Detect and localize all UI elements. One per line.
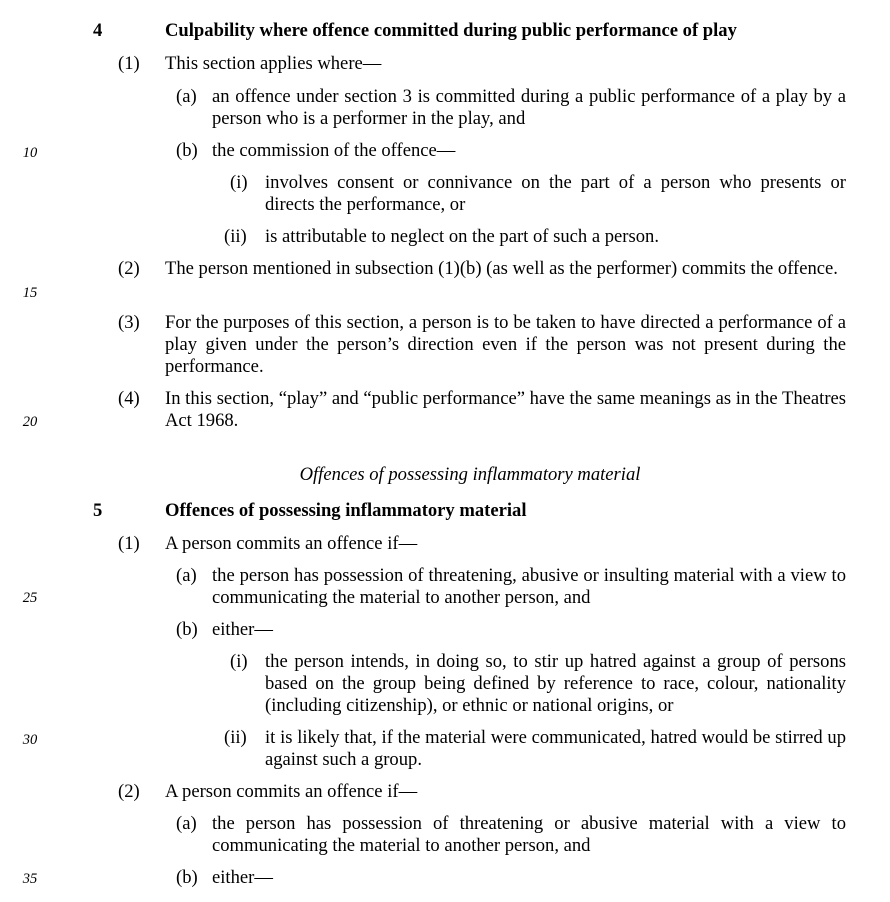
paragraph-text: an offence under section 3 is committed during a public performance of a play by a person who is a performer in the play, and — [212, 86, 846, 129]
subsection-label: (3) — [118, 312, 140, 333]
subparagraph-text: it is likely that, if the material were communicated, hatred would be stirred up against such a group. — [265, 727, 846, 770]
section-number: 5 — [93, 500, 103, 521]
section-heading: Culpability where offence committed during public performance of play — [165, 20, 737, 41]
paragraph-text: either— — [212, 619, 273, 640]
subparagraph-label: (ii) — [224, 727, 247, 748]
subsection-text: A person commits an offence if— — [165, 781, 418, 802]
cross-heading: Offences of possessing inflammatory material — [299, 464, 641, 485]
section-number: 4 — [93, 20, 103, 41]
paragraph-label: (a) — [176, 813, 197, 834]
subsection-label: (4) — [118, 388, 140, 409]
paragraph-text: the commission of the offence— — [212, 140, 456, 161]
line-number: 20 — [22, 414, 38, 430]
paragraph-label: (b) — [176, 140, 198, 161]
subsection-label: (2) — [118, 258, 140, 279]
subparagraph-label: (i) — [230, 172, 248, 193]
subsection-text: In this section, “play” and “public performance” have the same meanings as in the Theatres Act 1968. — [165, 388, 846, 431]
paragraph-label: (b) — [176, 867, 198, 888]
line-number: 30 — [22, 732, 38, 748]
paragraph-label: (a) — [176, 86, 197, 107]
line-number: 35 — [22, 871, 38, 887]
subsection-text: This section applies where— — [165, 53, 382, 74]
paragraph-text: either— — [212, 867, 273, 888]
subparagraph-label: (ii) — [224, 226, 247, 247]
subparagraph-label: (i) — [230, 651, 248, 672]
subsection-label: (1) — [118, 533, 140, 554]
subsection-label: (1) — [118, 53, 140, 74]
section-heading: Offences of possessing inflammatory material — [165, 500, 527, 521]
line-number: 25 — [22, 590, 38, 606]
subparagraph-text: the person intends, in doing so, to stir up hatred against a group of persons based on the group being defined by reference to race, colour, nationality (including citizenship), or ethnic or national origins, or — [265, 651, 846, 716]
subparagraph-text: is attributable to neglect on the part of such a person. — [265, 226, 659, 247]
subsection-label: (2) — [118, 781, 140, 802]
paragraph-label: (a) — [176, 565, 197, 586]
subsection-text: For the purposes of this section, a person is to be taken to have directed a performance of a play given under the person’s direction even if the person was not present during the performance. — [165, 312, 846, 377]
subsection-text: A person commits an offence if— — [165, 533, 418, 554]
line-number: 15 — [22, 285, 38, 301]
paragraph-label: (b) — [176, 619, 198, 640]
subsection-text: The person mentioned in subsection (1)(b) (as well as the performer) commits the offence. — [165, 258, 838, 279]
paragraph-text: the person has possession of threatening or abusive material with a view to communicating the material to another person, and — [212, 813, 846, 856]
line-number: 10 — [22, 145, 38, 161]
paragraph-text: the person has possession of threatening, abusive or insulting material with a view to communicating the material to another person, and — [212, 565, 846, 608]
subparagraph-text: involves consent or connivance on the part of a person who presents or directs the performance, or — [265, 172, 846, 215]
